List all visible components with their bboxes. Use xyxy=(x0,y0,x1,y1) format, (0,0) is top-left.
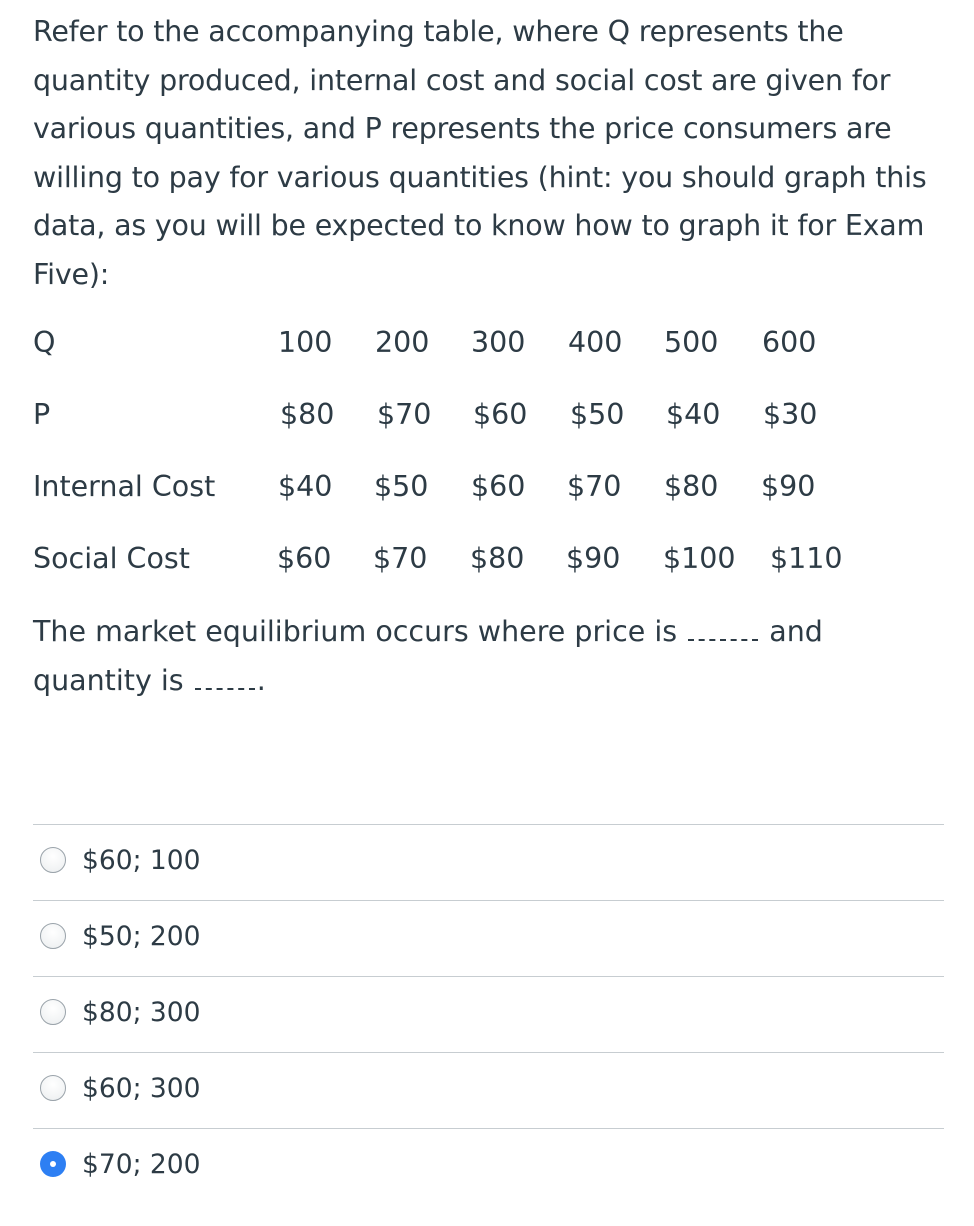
prompt-text-1: The market equilibrium occurs where price is xyxy=(33,615,678,648)
answer-option[interactable] xyxy=(33,825,944,901)
table-cell: $70 xyxy=(373,542,428,575)
table-cell: $100 xyxy=(663,542,736,575)
answer-label[interactable]: $60; 100 xyxy=(82,845,201,876)
table-cell: 500 xyxy=(664,326,719,359)
row-label: Internal Cost xyxy=(33,470,216,503)
table-cell: $80 xyxy=(280,398,335,431)
table-cell: 100 xyxy=(278,326,333,359)
table-cell: 200 xyxy=(375,326,430,359)
table-cell: $80 xyxy=(664,470,719,503)
answer-option[interactable] xyxy=(33,1053,944,1129)
table-row-social-cost xyxy=(33,534,933,584)
table-cell: $40 xyxy=(666,398,721,431)
table-cell: 400 xyxy=(568,326,623,359)
table-cell: $70 xyxy=(377,398,432,431)
table-cell: $50 xyxy=(374,470,429,503)
radio-button[interactable] xyxy=(40,1075,66,1101)
table-cell: $90 xyxy=(761,470,816,503)
prompt-end: . xyxy=(256,663,266,697)
answer-label[interactable]: $80; 300 xyxy=(82,997,201,1028)
table-cell: $110 xyxy=(770,542,843,575)
table-cell: $50 xyxy=(570,398,625,431)
table-cell: $70 xyxy=(567,470,622,503)
quantity-blank xyxy=(195,676,255,690)
answer-label[interactable]: $70; 200 xyxy=(82,1149,201,1180)
table-cell: 600 xyxy=(762,326,817,359)
row-label: Q xyxy=(33,326,56,359)
question-text: Refer to the accompanying table, where Q represents the quantity produced, internal cost and social cost are given for various quantities, and P represents the price consumers are willing to pay for various quantities (hint: you should graph this data, as you will be expected to know how to graph it for Exam Five): xyxy=(33,15,927,291)
equilibrium-prompt xyxy=(33,608,933,705)
table-cell: $90 xyxy=(566,542,621,575)
table-row-p xyxy=(33,390,933,440)
answer-label[interactable]: $50; 200 xyxy=(82,921,201,952)
radio-button-selected[interactable] xyxy=(40,1151,66,1177)
table-row-internal-cost xyxy=(33,462,933,512)
radio-button[interactable] xyxy=(40,999,66,1025)
radio-button[interactable] xyxy=(40,923,66,949)
table-row-q xyxy=(33,318,933,368)
prompt-text-2: and quantity is xyxy=(33,615,823,697)
table-cell: $60 xyxy=(473,398,528,431)
answer-label[interactable]: $60; 300 xyxy=(82,1073,201,1104)
radio-button[interactable] xyxy=(40,847,66,873)
table-cell: $60 xyxy=(471,470,526,503)
answer-option[interactable] xyxy=(33,977,944,1053)
answer-option-selected[interactable] xyxy=(33,1129,944,1204)
table-cell: $80 xyxy=(470,542,525,575)
table-cell: $60 xyxy=(277,542,332,575)
price-blank xyxy=(688,627,758,641)
answer-list xyxy=(33,824,944,1204)
row-label: P xyxy=(33,398,51,431)
table-cell: 300 xyxy=(471,326,526,359)
row-label: Social Cost xyxy=(33,542,190,575)
table-cell: $30 xyxy=(763,398,818,431)
answer-option[interactable] xyxy=(33,901,944,977)
table-cell: $40 xyxy=(278,470,333,503)
